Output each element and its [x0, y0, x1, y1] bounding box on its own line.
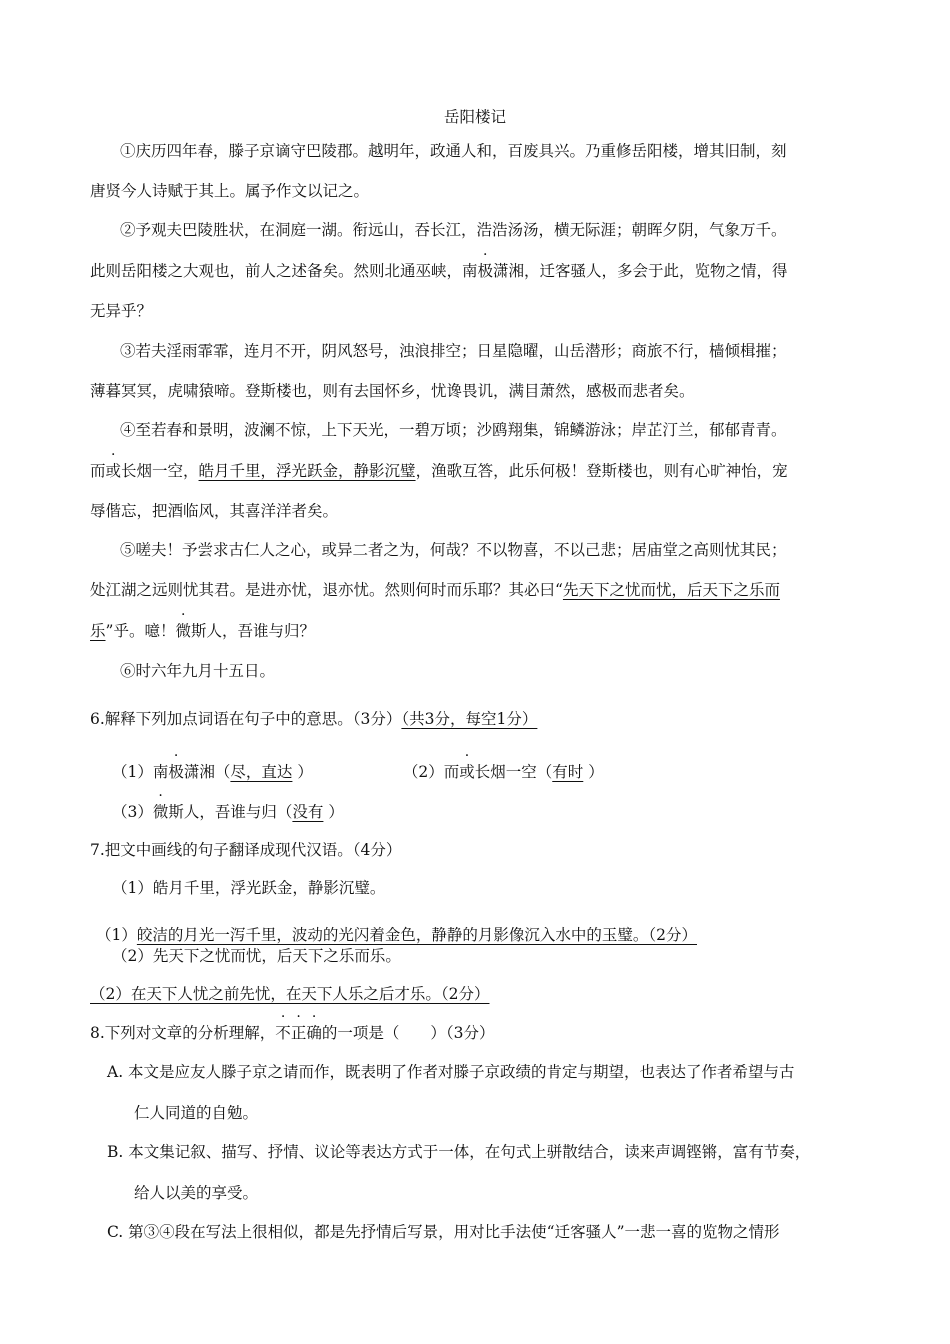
answer-2: 有时	[552, 763, 584, 781]
text-span: （1）南	[112, 763, 169, 781]
text-span: 8.下列对文章的分析理解，	[90, 1024, 276, 1042]
paragraph-3-line-2: 薄暮冥冥，虎啸猿啼。登斯楼也，则有去国怀乡，忧谗畏讥，满目萧然，感极而悲者矣。	[90, 382, 695, 400]
text-span: 的一项是（ ）（3分）	[321, 1024, 495, 1042]
dotted-word: 或	[459, 763, 475, 781]
question-6-item-3	[112, 801, 892, 823]
text-span: 而	[90, 462, 106, 480]
dotted-emphasis	[275, 1024, 322, 1042]
question-6-stem	[90, 708, 870, 730]
question-7-answer-1	[96, 924, 876, 946]
dotted-word: 极	[168, 763, 184, 781]
paragraph-5-line-1: ⑤嗟夫！予尝求古仁人之心，或异二者之为，何哉？不以物喜，不以己悲；居庙堂之高则忧其民；	[120, 541, 787, 559]
text-span: 处江湖之远则忧其君。是进亦忧，退亦忧。然则何时而乐耶？其必曰“	[90, 581, 563, 599]
text-span: 斯人，吾谁与归（	[168, 803, 293, 821]
dotted-char: 不	[275, 1024, 291, 1042]
text-span: 潇湘（	[183, 763, 231, 781]
paragraph-2-line-3: 无异乎？	[90, 302, 153, 320]
option-b-line-1: B. 本文集记叙、描写、抒情、议论等表达方式于一体，在句式上骈散结合，读来声调铿锵，富有节奏，	[107, 1143, 811, 1161]
text-span: ）	[323, 803, 344, 821]
text-span: 此则岳阳楼之大观也，前人之述备矣。然则北通巫峡，南	[90, 262, 478, 280]
paragraph-1-line-2: 唐贤今人诗赋于其上。属予作文以记之。	[90, 182, 370, 200]
question-7-sentence-1: （1）皓月千里，浮光跃金，静影沉璧。	[112, 879, 386, 897]
question-6-items-1-2	[112, 761, 892, 783]
dotted-word: 微	[175, 622, 191, 640]
paragraph-3-line-1: ③若夫淫雨霏霏，连月不开，阴风怒号，浊浪排空；日星隐曜，山岳潜形；商旅不行，樯倾楫摧；	[120, 342, 787, 360]
paragraph-4-line-3: 辱偕忘，把酒临风，其喜洋洋者矣。	[90, 502, 339, 520]
option-a-line-2: 仁人同道的自勉。	[134, 1104, 259, 1122]
question-7-answer-2: （2）在天下人忧之前先忧，在天下人乐之后才乐。（2分）	[90, 985, 490, 1003]
question-8-stem	[90, 1022, 870, 1044]
dotted-char: 确	[306, 1024, 322, 1042]
paragraph-5-line-3	[90, 620, 870, 642]
answer-3: 没有	[292, 803, 324, 821]
text-span: ）	[292, 763, 313, 781]
essay-title: 岳阳楼记	[443, 108, 506, 126]
score-note: （共3分，每空1分）	[401, 710, 538, 728]
paragraph-6: ⑥时六年九月十五日。	[120, 662, 276, 680]
dotted-char: 正	[290, 1024, 307, 1042]
translation-answer-1: 皎洁的月光一泻千里，波动的光闪着金色，静静的月影像沉入水中的玉璧。（2分）	[136, 926, 697, 944]
text-span: 长烟一空，	[121, 462, 199, 480]
paragraph-1-line-1: ①庆历四年春，滕子京谪守巴陵郡。越明年，政通人和，百废具兴。乃重修岳阳楼，增其旧制，刻	[120, 142, 787, 160]
answer-1: 尽，直达	[230, 763, 293, 781]
paragraph-4-line-1: ④至若春和景明，波澜不惊，上下天光，一碧万顷；沙鸥翔集，锦鳞游泳；岸芷汀兰，郁郁青青。	[120, 421, 787, 439]
dotted-word: 极	[477, 262, 494, 280]
text-span: ）	[583, 763, 604, 781]
text-span: ，渔歌互答，此乐何极！登斯楼也，则有心旷神怡，宠	[415, 462, 788, 480]
paragraph-2-line-2	[90, 260, 870, 282]
text-span: 斯人，吾谁与归？	[190, 622, 315, 640]
dotted-word: 微	[152, 803, 169, 821]
paragraph-5-line-2	[90, 579, 870, 601]
dotted-word: 或	[105, 462, 122, 480]
text-span: （3）	[112, 803, 153, 821]
text-span: （2）而	[402, 763, 460, 781]
text-span: 长烟一空（	[474, 763, 553, 781]
underlined-sentence-2-end: 乐	[90, 622, 106, 640]
option-b-line-2: 给人以美的享受。	[134, 1184, 259, 1202]
text-span: 潇湘，迁客骚人，多会于此，览物之情，得	[493, 262, 788, 280]
question-7-sentence-2: （2）先天下之忧而忧，后天下之乐而乐。	[112, 947, 401, 965]
underlined-sentence-1: 皓月千里，浮光跃金，静影沉璧	[198, 462, 416, 480]
text-span: （1）	[96, 926, 137, 944]
text-span: ”乎。噫！	[105, 622, 176, 640]
paragraph-2-line-1: ②予观夫巴陵胜状，在洞庭一湖。衔远山，吞长江，浩浩汤汤，横无际涯；朝晖夕阴，气象万千。	[120, 221, 787, 239]
option-c-line-1: C. 第③④段在写法上很相似，都是先抒情后写景，用对比手法使“迁客骚人”一悲一喜的览物之情形	[107, 1223, 780, 1241]
underlined-sentence-2: 先天下之忧而忧，后天下之乐而	[562, 581, 780, 599]
paragraph-4-line-2	[90, 460, 870, 482]
question-text: 6.解释下列加点词语在句子中的意思。（3分）	[90, 710, 402, 728]
question-7-stem: 7.把文中画线的句子翻译成现代汉语。（4分）	[90, 841, 402, 859]
option-a-line-1: A. 本文是应友人滕子京之请而作，既表明了作者对滕子京政绩的肯定与期望，也表达了作者希望与古	[107, 1063, 795, 1081]
